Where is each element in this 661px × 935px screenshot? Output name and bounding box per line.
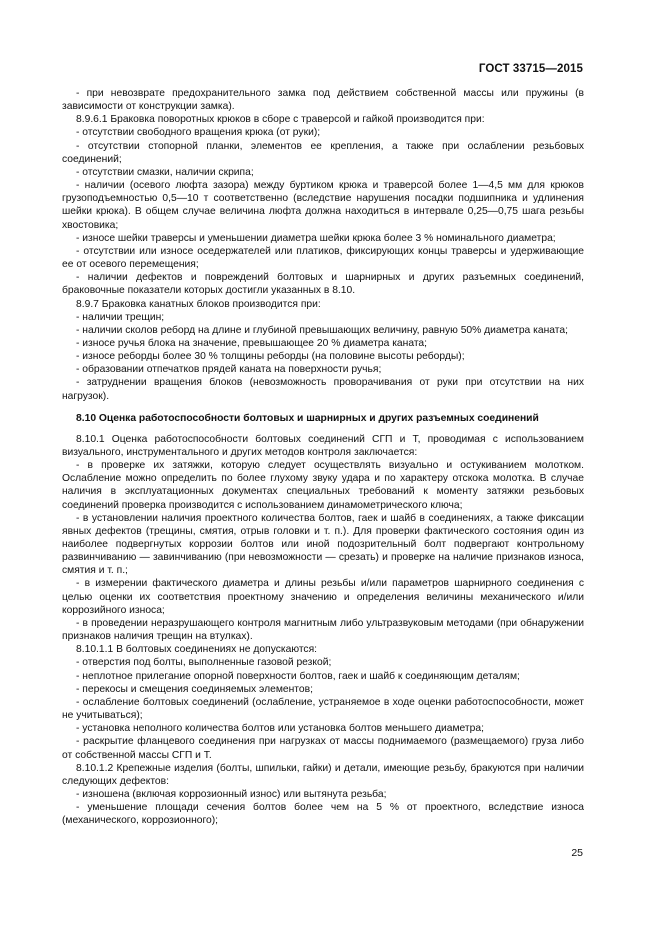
paragraph: - отсутствии или износе оседержателей или платиков, фиксирующих концы траверсы и удерживающие ее от осевого перемещения; <box>62 245 584 271</box>
section-8-10-block <box>62 433 584 828</box>
paragraph: - отсутствии смазки, наличии скрипа; <box>76 166 254 178</box>
paragraph: - в проверке их затяжки, которую следует осуществлять визуально и остукиванием молотком. Ослабление можно определить по более глухому звуку удара и по характеру отскока молотка. В случае наличия в эксплуатационных документах специальных требований к моменту затяжки резьбовых соединений проверка производится с использованием динамометрического ключа; <box>62 460 584 511</box>
paragraph: - при невозврате предохранительного замка под действием собственной массы или пружины (в зависимости от конструкции замка). <box>62 88 584 113</box>
paragraph: - образовании отпечатков прядей каната на поверхности ручья; <box>76 364 382 376</box>
paragraph: - в установлении наличия проектного количества болтов, гаек и шайб в соединениях, а также фиксации явных дефектов (трещины, смятия, отрыв головки и т. п.). Для проверки фактического состояния один из наиболее подвергнутых коррозии болтов или иной подозрительный болт подвергают контрольному развинчиванию — завинчиванию (при невозможности — срезать) и проверке на наличие признаков износа, смятия и т. п.; <box>62 512 584 577</box>
paragraph: - неплотное прилегание опорной поверхности болтов, гаек и шайб к соединяющим деталям; <box>76 670 520 682</box>
paragraph: - в измерении фактического диаметра и длины резьбы и/или параметров шарнирного соединения с целью оценки их соответствия проектному значению и определения величины механического и/или коррозийного износа; <box>62 578 584 616</box>
document-code: ГОСТ 33715—2015 <box>478 63 583 75</box>
paragraph: - изношена (включая коррозионный износ) или вытянута резьба; <box>76 788 387 800</box>
paragraph: - уменьшение площади сечения болтов более чем на 5 % от проектного, вследствие износа (механического, коррозионного); <box>62 802 584 827</box>
paragraph: - износе реборды более 30 % толщины реборды (на половине высоты реборды); <box>76 351 465 363</box>
paragraph: - затруднении вращения блоков (невозможность проворачивания от руки при отсутствии на них нагрузок). <box>62 377 584 402</box>
paragraph: - наличии трещин; <box>76 311 165 323</box>
page-number: 25 <box>571 847 583 859</box>
paragraph: - наличии сколов реборд на длине и глубиной превышающих величину, равную 50% диаметра каната; <box>76 324 568 336</box>
paragraph: 8.9.7 Браковка канатных блоков производится при: <box>76 298 321 310</box>
paragraph: 8.9.6.1 Браковка поворотных крюков в сборе с траверсой и гайкой производится при: <box>76 114 485 126</box>
paragraph: - раскрытие фланцевого соединения при нагрузках от массы поднимаемого (размещаемого) груза либо от собственной массы СГП и Т. <box>62 736 584 761</box>
paragraph: 8.10.1.2 Крепежные изделия (болты, шпильки, гайки) и детали, имеющие резьбу, бракуются при наличии следующих дефектов: <box>62 762 584 787</box>
paragraph: - износе ручья блока на значение, превышающее 20 % диаметра каната; <box>76 337 428 349</box>
document-body <box>62 87 584 827</box>
paragraph: - перекосы и смещения соединяемых элементов; <box>76 683 313 695</box>
paragraph: - ослабление болтовых соединений (ослабление, устраняемое в ходе оценки работоспособности, может не учитываться); <box>62 696 584 722</box>
paragraph: - в проведении неразрушающего контроля магнитным либо ультразвуковым методами (при обнаружении признаков наличия трещин на втулках). <box>62 617 584 643</box>
paragraph: - наличии (осевого люфта зазора) между буртиком крюка и траверсой более 1—4,5 мм для крюков грузоподъемностью 0,5—10 т соответственно (вследствие нарушения посадки подшипника и удлинения шейки крюка). В общем случае величина люфта должна находиться в интервале 0,25—0,75 шага резьбы хвостовика; <box>62 180 584 231</box>
paragraph: - отсутствии свободного вращения крюка (от руки); <box>76 127 321 139</box>
paragraph: - отсутствии стопорной планки, элементов ее крепления, а также при ослаблении резьбовых соединений; <box>62 140 584 165</box>
paragraph: - установка неполного количества болтов или установка болтов меньшего диаметра; <box>76 723 484 735</box>
paragraph: 8.10.1 Оценка работоспособности болтовых соединений СГП и Т, проводимая с использованием визуального, инструментального и других методов контроля заключается: <box>62 433 584 458</box>
paragraph: 8.10.1.1 В болтовых соединениях не допускаются: <box>76 644 318 656</box>
section-heading-8-10: 8.10 Оценка работоспособности болтовых и шарнирных и других разъемных соединений <box>76 412 539 424</box>
paragraph: - наличии дефектов и повреждений болтовых и шарнирных и других разъемных соединений, браковочные показатели которых достигли указанных в 8.10. <box>62 272 584 297</box>
paragraph: - износе шейки траверсы и уменьшении диаметра шейки крюка более 3 % номинального диаметра; <box>76 232 556 244</box>
paragraph: - отверстия под болты, выполненные газовой резкой; <box>76 657 332 669</box>
section-8-9-block <box>62 87 584 403</box>
